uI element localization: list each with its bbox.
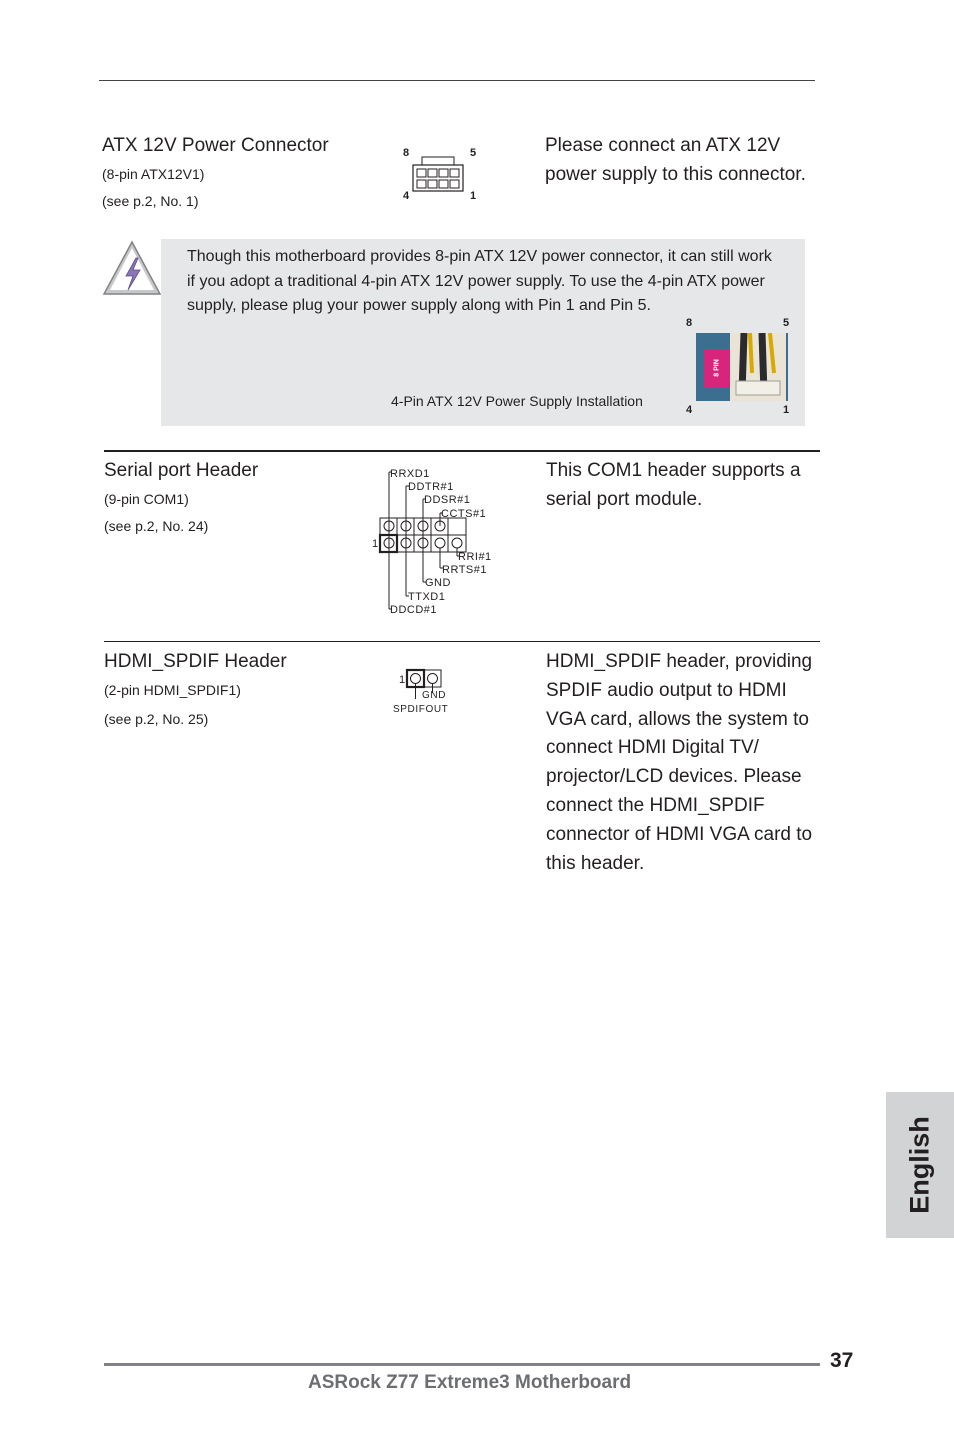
photo-pink-label: 8 PIN (704, 349, 730, 387)
atx-pin-5-label: 5 (470, 147, 477, 159)
footer-rule (104, 1363, 820, 1366)
warning-icon (102, 238, 162, 298)
atx-title: ATX 12V Power Connector (102, 135, 329, 156)
atx-pin-8-label: 8 (403, 147, 410, 159)
hdmi-subtitle: (2-pin HDMI_SPDIF1) (104, 682, 241, 698)
atx-pin-4-label: 4 (403, 190, 410, 202)
installation-caption: 4-Pin ATX 12V Power Supply Installation (391, 393, 643, 409)
label-gnd: GND (425, 577, 451, 589)
photo-pin-8-label: 8 (686, 317, 693, 329)
atx-reference: (see p.2, No. 1) (102, 193, 199, 209)
serial-section-rule (104, 450, 820, 452)
photo-pin-4-label: 4 (686, 404, 693, 416)
page-number: 37 (830, 1349, 854, 1372)
hdmi-reference: (see p.2, No. 25) (104, 711, 209, 727)
photo-pin-1-label: 1 (783, 404, 790, 416)
label-ttxd1: TTXD1 (408, 591, 446, 603)
label-ddcd1: DDCD#1 (390, 604, 438, 616)
atx-description: Please connect an ATX 12V power supply to this connector. (545, 135, 806, 185)
hdmi-section-rule (104, 641, 820, 642)
atx-connector-diagram (412, 156, 464, 192)
top-rule (99, 80, 815, 81)
hdmi-pin1-label: 1 (399, 674, 406, 686)
language-tab-label: English (904, 1116, 935, 1214)
note-text: Though this motherboard provides 8-pin ATX 12V power connector, it can still work if you adopt a traditional 4-pin ATX 12V power supply. To use the 4-pin ATX power supply, please plug your power supply along with Pin 1 and Pin 5. (187, 248, 772, 314)
hdmi-spdifout-label: SPDIFOUT (393, 704, 449, 715)
label-rrxd1: RRXD1 (390, 468, 430, 480)
serial-subtitle: (9-pin COM1) (104, 491, 189, 507)
serial-pin1-label: 1 (372, 538, 379, 550)
hdmi-spdif-header-diagram (390, 667, 450, 717)
hdmi-title: HDMI_SPDIF Header (104, 651, 287, 672)
label-ccts1: CCTS#1 (441, 508, 487, 520)
language-tab (886, 1092, 954, 1238)
serial-title: Serial port Header (104, 460, 259, 481)
serial-reference: (see p.2, No. 24) (104, 518, 209, 534)
serial-description: This COM1 header supports a serial port module. (546, 460, 801, 510)
atx-subtitle: (8-pin ATX12V1) (102, 166, 205, 182)
atx-pin-1-label: 1 (470, 190, 477, 202)
power-connector-photo (696, 333, 788, 401)
hdmi-gnd-label: GND (422, 690, 447, 701)
footer-title: ASRock Z77 Extreme3 Motherboard (308, 1372, 632, 1393)
label-ddsr1: DDSR#1 (424, 494, 471, 506)
label-rri1: RRI#1 (458, 551, 492, 563)
photo-pin-5-label: 5 (783, 317, 790, 329)
label-ddtr1: DDTR#1 (408, 481, 454, 493)
hdmi-description: HDMI_SPDIF header, providing SPDIF audio output to HDMI VGA card, allows the system to connect HDMI Digital TV/ projector/LCD devices. Please connect the HDMI_SPDIF connector of HDMI VGA card to this header. (546, 651, 813, 874)
com1-header-diagram (368, 464, 498, 620)
label-rrts1: RRTS#1 (442, 564, 487, 576)
